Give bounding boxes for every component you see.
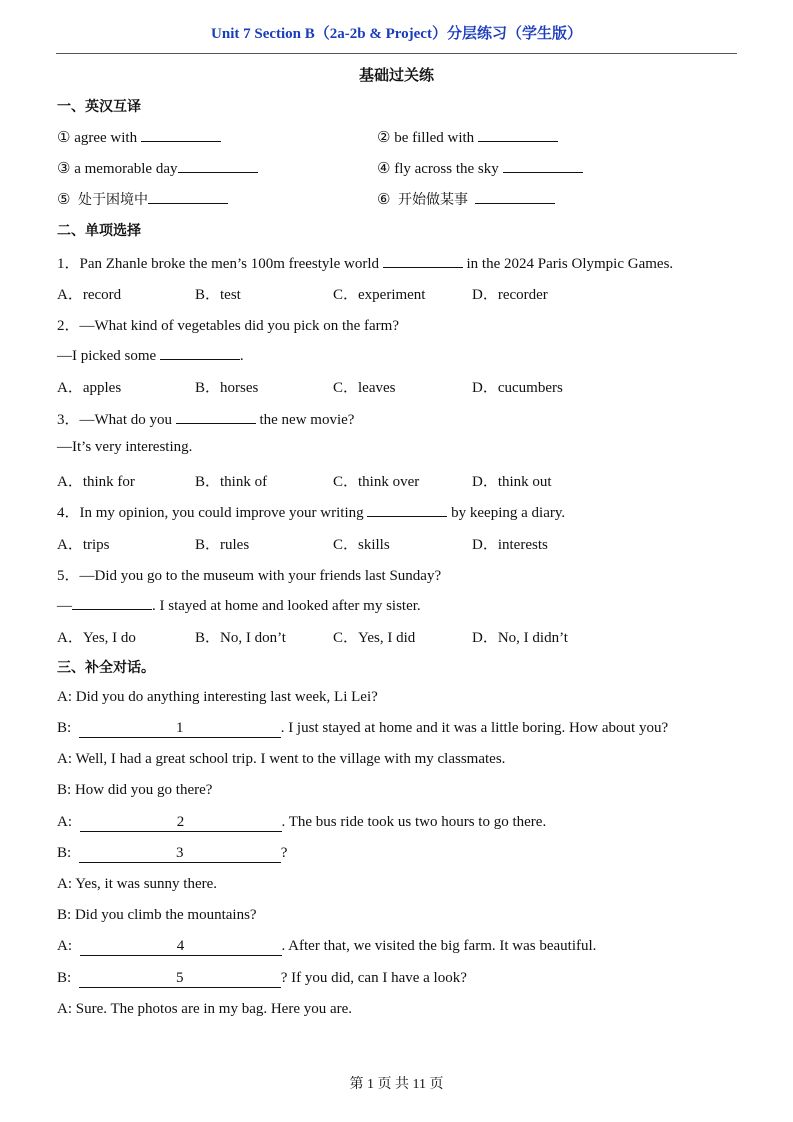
q2-option-c: C．leaves <box>333 380 396 396</box>
q2-option-b: B．horses <box>195 380 259 396</box>
dialogue-line: A: Did you do anything interesting last week, Li Lei? <box>57 689 378 705</box>
blank-2: 2 <box>80 814 282 832</box>
q1-option-d: D．recorder <box>472 287 548 303</box>
dialogue-line: B: 3 ? <box>57 845 288 861</box>
translate-item-3: ③ a memorable day <box>57 158 258 178</box>
q1-option-c: C．experiment <box>333 287 426 303</box>
q3-option-a: A．think for <box>57 474 135 490</box>
q4-option-c: C．skills <box>333 537 390 553</box>
question-5-answer-line: — . I stayed at home and looked after my sister. <box>57 595 421 615</box>
question-5: 5．—Did you go to the museum with your friends last Sunday? <box>57 568 442 584</box>
q3-option-d: D．think out <box>472 474 552 490</box>
dialogue-line: A: Sure. The photos are in my bag. Here you are. <box>57 1001 353 1017</box>
dialogue-line: A: 4 . After that, we visited the big farm. It was beautiful. <box>57 938 597 954</box>
blank-5: 5 <box>79 970 281 988</box>
question-1: 1．Pan Zhanle broke the men’s 100m freestyle world in the 2024 Paris Olympic Games. <box>57 252 673 273</box>
document-header: Unit 7 Section B（2a-2b & Project）分层练习（学生版） <box>211 26 582 42</box>
question-4: 4．In my opinion, you could improve your writing by keeping a diary. <box>57 501 565 522</box>
q3-option-b: B．think of <box>195 474 268 490</box>
translate-item-4: ④ fly across the sky <box>377 158 583 178</box>
header-divider <box>56 53 737 54</box>
question-3: 3．—What do you the new movie? <box>57 408 354 429</box>
q5-option-d: D．No, I didn’t <box>472 630 568 646</box>
blank-4: 4 <box>80 938 282 956</box>
q5-option-c: C．Yes, I did <box>333 630 416 646</box>
section-subtitle: 基础过关练 <box>358 68 434 84</box>
q5-option-b: B．No, I don’t <box>195 630 286 646</box>
dialogue-line: B: Did you climb the mountains? <box>57 907 257 923</box>
translate-item-2: ② be filled with <box>377 127 558 147</box>
q5-option-a: A．Yes, I do <box>57 630 136 646</box>
q4-option-a: A．trips <box>57 537 110 553</box>
dialogue-line: B: How did you go there? <box>57 782 213 798</box>
q1-option-a: A．record <box>57 287 122 303</box>
blank-3: 3 <box>79 845 281 863</box>
dialogue-line: A: Well, I had a great school trip. I went to the village with my classmates. <box>57 751 506 767</box>
dialogue-line: B: 1 . I just stayed at home and it was a little boring. How about you? <box>57 720 669 736</box>
q4-option-b: B．rules <box>195 537 250 553</box>
question-2: 2．—What kind of vegetables did you pick on the farm? <box>57 318 399 334</box>
dialogue-line: B: 5 ? If you did, can I have a look? <box>57 970 467 986</box>
question-2-answer-line: —I picked some . <box>57 345 244 365</box>
q3-option-c: C．think over <box>333 474 420 490</box>
section2-heading: 二、单项选择 <box>57 223 141 239</box>
q4-option-d: D．interests <box>472 537 548 553</box>
q2-option-d: D．cucumbers <box>472 380 563 396</box>
question-3-answer-line: —It’s very interesting. <box>57 439 193 455</box>
translate-item-5: ⑤ 处于困境中 <box>57 189 228 209</box>
dialogue-line: A: 2 . The bus ride took us two hours to go there. <box>57 814 547 830</box>
section3-heading: 三、补全对话。 <box>57 660 155 676</box>
translate-item-6: ⑥ 开始做某事 <box>377 189 555 209</box>
translate-item-1: ① agree with <box>57 127 221 147</box>
blank-1: 1 <box>79 720 281 738</box>
page-footer: 第 1 页 共 11 页 <box>349 1077 444 1092</box>
dialogue-line: A: Yes, it was sunny there. <box>57 876 218 892</box>
q2-option-a: A．apples <box>57 380 122 396</box>
section1-heading: 一、英汉互译 <box>57 99 141 115</box>
q1-option-b: B．test <box>195 287 241 303</box>
